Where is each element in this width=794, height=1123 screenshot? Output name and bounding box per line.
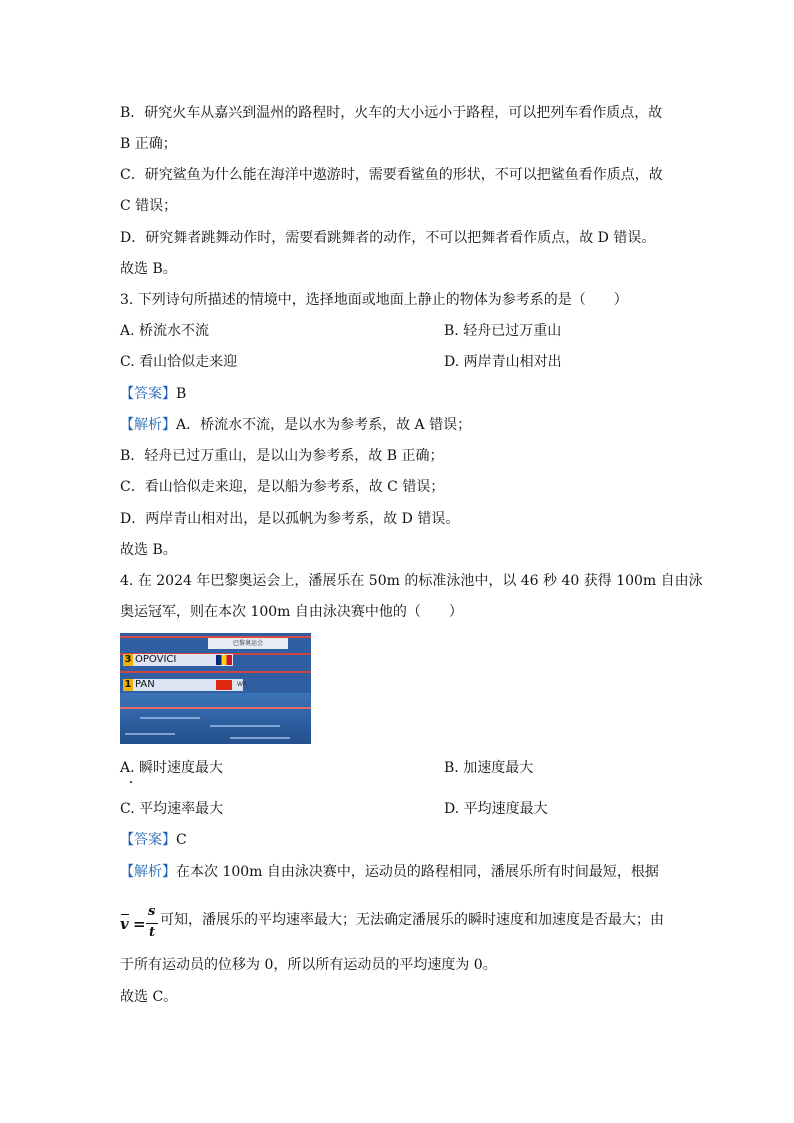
world-record-mark: WR: [237, 681, 248, 688]
answer-value: C: [176, 832, 187, 848]
q3-option-b: B. 轻舟已过万重山: [444, 323, 562, 339]
q3-analysis-line: D．两岸青山相对出，是以孤帆为参考系，故 D 错误。: [120, 511, 460, 527]
answer-value: B: [176, 386, 187, 402]
conclusion-line: 故选 B。: [120, 261, 177, 277]
explanation-line: D．研究舞者跳舞动作时，需要看跳舞者的动作，不可以把舞者看作质点，故 D 错误。: [120, 230, 656, 246]
q3-stem: 3. 下列诗句所描述的情境中，选择地面或地面上静止的物体为参考系的是（ ）: [120, 292, 628, 308]
formula-v: v: [120, 915, 129, 933]
q4-option-b: B. 加速度最大: [444, 760, 534, 776]
q3-analysis-line: B．轻舟已过万重山，是以山为参考系，故 B 正确；: [120, 448, 444, 464]
explanation-line: C 错误；: [120, 198, 178, 214]
stray-mark: [130, 781, 132, 783]
q3-option-d: D. 两岸青山相对出: [444, 354, 562, 370]
average-speed-formula: [120, 904, 160, 944]
q4-analysis-line: 可知，潘展乐的平均速率最大；无法确定潘展乐的瞬时速度和加速度是否最大；由: [160, 912, 664, 928]
formula-denominator: t: [149, 925, 156, 940]
analysis-text: 在本次 100m 自由泳决赛中，运动员的路程相同，潘展乐所有时间最短，根据: [176, 864, 659, 880]
analysis-tag: 【解析】: [120, 417, 176, 433]
analysis-text: A．桥流水不流，是以水为参考系，故 A 错误；: [176, 417, 472, 433]
q4-stem: 4. 在 2024 年巴黎奥运会上，潘展乐在 50m 的标准泳池中，以 46 秒 40 获得 100m 自由泳: [120, 573, 703, 589]
q3-analysis-line: [120, 415, 471, 435]
explanation-line: B．研究火车从嘉兴到温州的路程时，火车的大小远小于路程，可以把列车看作质点，故: [120, 105, 663, 121]
explanation-line: C．研究鲨鱼为什么能在海洋中遨游时，需要看鲨鱼的形状，不可以把鲨鱼看作质点，故: [120, 167, 663, 183]
formula-numerator: s: [148, 904, 156, 919]
romania-flag-icon: [216, 655, 232, 665]
china-flag-icon: [216, 680, 232, 690]
q3-answer: [120, 384, 186, 404]
q4-analysis-line: [120, 862, 659, 882]
q4-option-c: C. 平均速率最大: [120, 801, 224, 817]
result-row: 1 PAN: [123, 679, 243, 691]
q3-analysis-line: C．看山恰似走来迎，是以船为参考系，故 C 错误；: [120, 479, 445, 495]
analysis-tag: 【解析】: [120, 864, 176, 880]
q4-analysis-line: 于所有运动员的位移为 0，所以所有运动员的平均速度为 0。: [120, 957, 497, 973]
q3-conclusion: 故选 B。: [120, 542, 177, 558]
answer-tag: 【答案】: [120, 832, 176, 848]
q4-option-d: D. 平均速度最大: [444, 801, 548, 817]
q4-option-a: A. 瞬时速度最大: [120, 760, 224, 776]
q3-option-c: C. 看山恰似走来迎: [120, 354, 238, 370]
explanation-line: B 正确；: [120, 136, 177, 152]
result-row: 3 OPOVICI: [123, 654, 233, 666]
q4-conclusion: 故选 C。: [120, 989, 178, 1005]
q4-stem: 奥运冠军，则在本次 100m 自由泳决赛中他的（ ）: [120, 604, 463, 620]
formula-equals: =: [133, 915, 146, 933]
photo-banner: 巴黎奥运会: [208, 638, 288, 649]
q4-answer: [120, 830, 187, 850]
swimming-results-photo: [120, 633, 311, 744]
answer-tag: 【答案】: [120, 386, 176, 402]
q3-option-a: A. 桥流水不流: [120, 323, 210, 339]
